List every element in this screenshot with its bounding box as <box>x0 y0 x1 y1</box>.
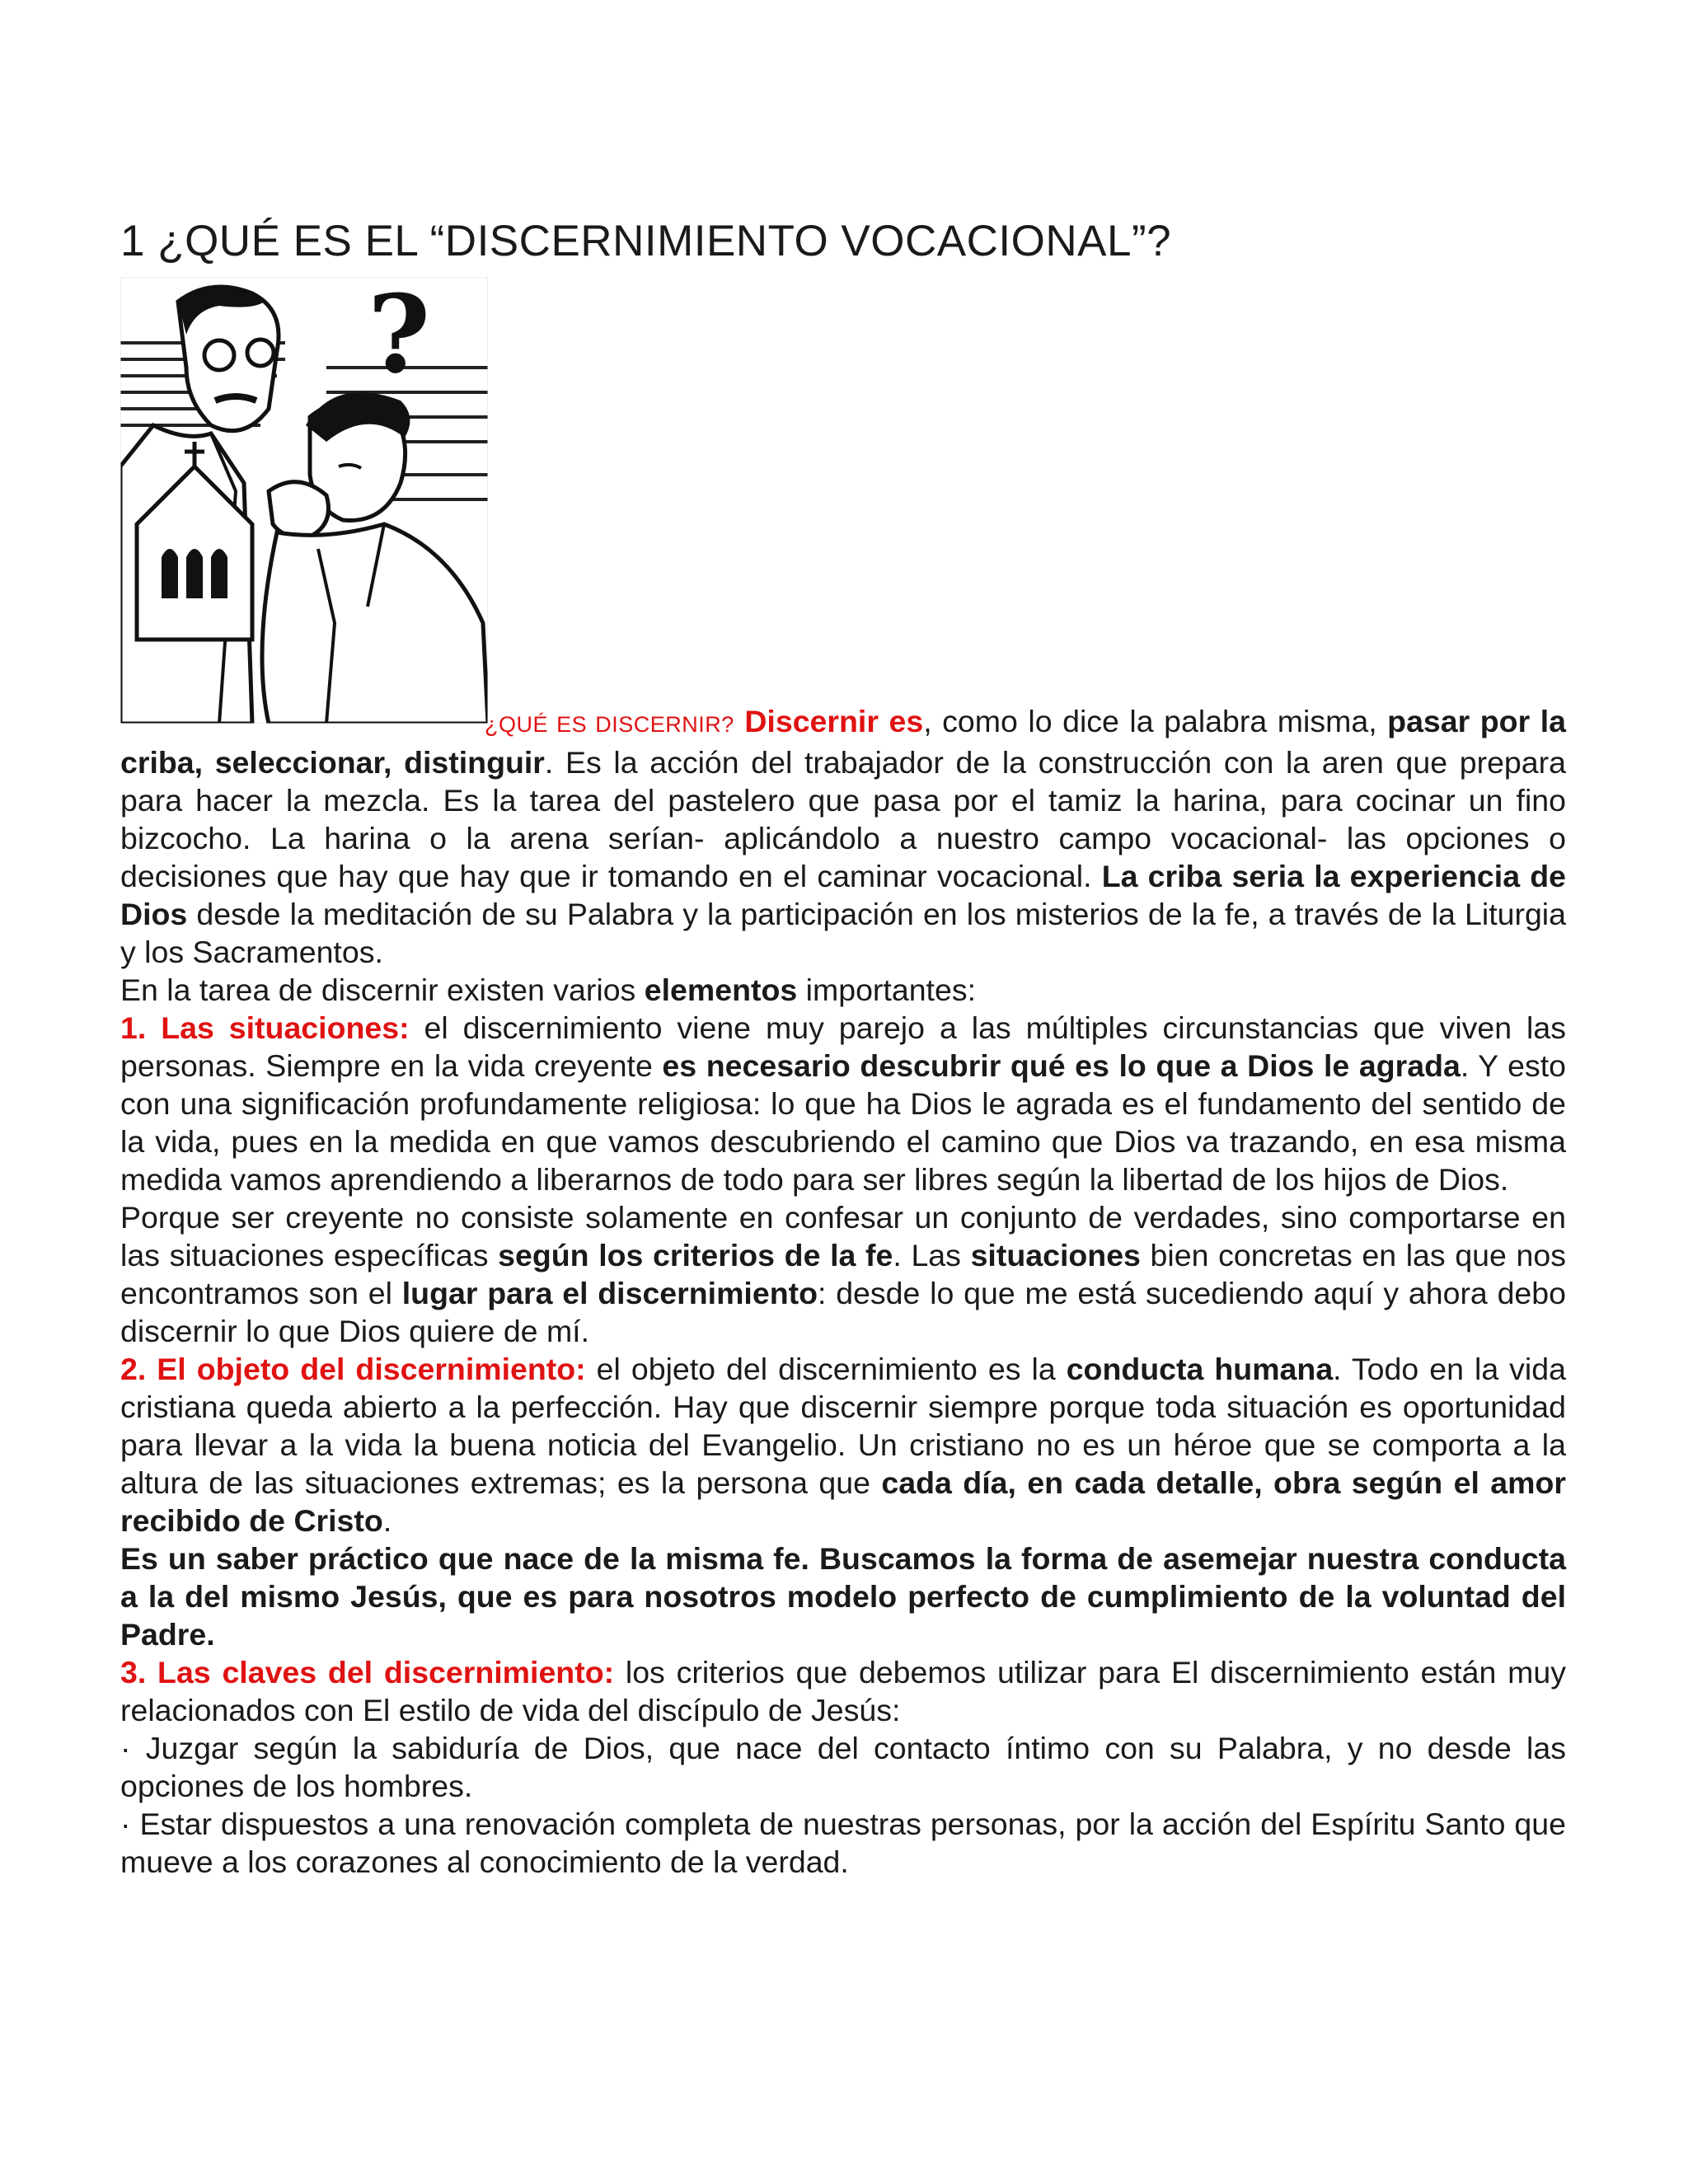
bold-phrase: cada día, en cada detalle, obra según el amor recibido de Cristo <box>120 1465 1567 1538</box>
bold-phrase: según los criterios de la fe <box>498 1238 893 1272</box>
text-span: el discernimiento viene muy parejo a las múltiples circunstancias que viven las personas. Siempre en la vida creyente <box>120 1010 1566 1083</box>
text-span: : desde lo que me está sucediendo aquí y ahora debo discernir lo que Dios quiere de mí. <box>120 1276 1566 1348</box>
discernir-es-label: Discernir es <box>744 704 924 738</box>
page-title: 1 ¿QUÉ ES EL “DISCERNIMIENTO VOCACIONAL”? <box>120 217 1172 265</box>
text-span: . Es la acción del trabajador de la construcción con la aren que prepara para hacer la mezcla. Es la tarea del pastelero que pasa por el tamiz la harina, para cocinar un fino bizcocho. La harina o la arena serían- aplicándolo a nuestro campo vocacional- las opciones o decisiones que hay que hay que ir tomando en el caminar vocacional. <box>120 745 1566 893</box>
bold-phrase: pasar por la criba, seleccionar, distinguir <box>120 704 1566 780</box>
bold-phrase: lugar para el discernimiento <box>401 1276 818 1310</box>
bullet-item: · Estar dispuestos a una renovación completa de nuestras personas, por la acción del Espíritu Santo que mueve a los corazones al conocimiento de la verdad. <box>120 1807 1566 1879</box>
heading-claves: 3. Las claves del discernimiento: <box>120 1655 615 1690</box>
text-span: los criterios que debemos utilizar para El discernimiento están muy relacionados con El estilo de vida del discípulo de Jesús: <box>120 1655 1566 1727</box>
heading-objeto: 2. El objeto del discernimiento: <box>120 1352 586 1386</box>
text-span: . Las <box>893 1238 971 1272</box>
heading-situaciones: 1. Las situaciones: <box>120 1010 410 1045</box>
bold-phrase: situaciones <box>970 1238 1141 1272</box>
paragraph-claves <box>120 1653 1566 1729</box>
text-span: . Y esto con una significación profundamente religiosa: lo que ha Dios le agrada es el fundamento del sentido de la vida, pues en la medida en que vamos descubriendo el camino que Dios va trazando, en esa misma medida vamos aprendiendo a liberarnos de todo para ser libres según la libertad de los hijos de Dios. <box>120 1048 1566 1197</box>
paragraph-elementos <box>120 971 1566 1009</box>
paragraph-situaciones <box>120 1009 1566 1198</box>
bold-paragraph: Es un saber práctico que nace de la misma fe. Buscamos la forma de asemejar nuestra conducta a la del mismo Jesús, que es para nosotros modelo perfecto de cumplimiento de la voluntad del Padre. <box>120 1541 1566 1652</box>
text-span: En la tarea de discernir existen varios <box>120 972 645 1007</box>
text-span: el objeto del discernimiento es la <box>585 1352 1067 1386</box>
text-span: , como lo dice la palabra misma, <box>923 704 1388 738</box>
text-span: Porque ser creyente no consiste solamente en confesar un conjunto de verdades, sino comportarse en las situaciones específicas <box>120 1200 1566 1272</box>
question-mark: ? <box>368 277 431 397</box>
text-span: bien concretas en las que nos encontramos son el <box>120 1238 1566 1310</box>
illustration-man-and-youth-question-mark-icon <box>120 277 488 724</box>
text-span: . <box>382 1503 392 1538</box>
paragraph-saber-practico <box>120 1540 1566 1653</box>
text-span: desde la meditación de su Palabra y la participación en los misterios de la fe, a través de la Liturgia y los Sacramentos. <box>120 897 1566 969</box>
document-body <box>120 702 1566 1881</box>
text-span: . Todo en la vida cristiana queda abierto a la perfección. Hay que discernir siempre porque toda situación es oportunidad para llevar a la vida la buena noticia del Evangelio. Un cristiano no es un héroe que se comporta a la altura de las situaciones extremas; es la persona que <box>120 1352 1566 1500</box>
bold-phrase: elementos <box>644 972 798 1007</box>
bold-phrase: La criba seria la experiencia de Dios <box>120 859 1567 931</box>
heading-que-es-discernir: ¿QUÉ ES DISCERNIR? <box>485 712 734 737</box>
paragraph-objeto <box>120 1350 1566 1540</box>
bold-phrase: es necesario descubrir qué es lo que a Dios le agrada <box>662 1048 1461 1083</box>
text-span <box>734 704 745 738</box>
bold-phrase: conducta humana <box>1066 1352 1334 1386</box>
text-span: importantes: <box>797 972 976 1007</box>
paragraph-creyente <box>120 1198 1566 1350</box>
paragraph-que-es-discernir <box>120 702 1566 971</box>
bullet-item: · Juzgar según la sabiduría de Dios, que nace del contacto íntimo con su Palabra, y no desde las opciones de los hombres. <box>120 1731 1566 1803</box>
